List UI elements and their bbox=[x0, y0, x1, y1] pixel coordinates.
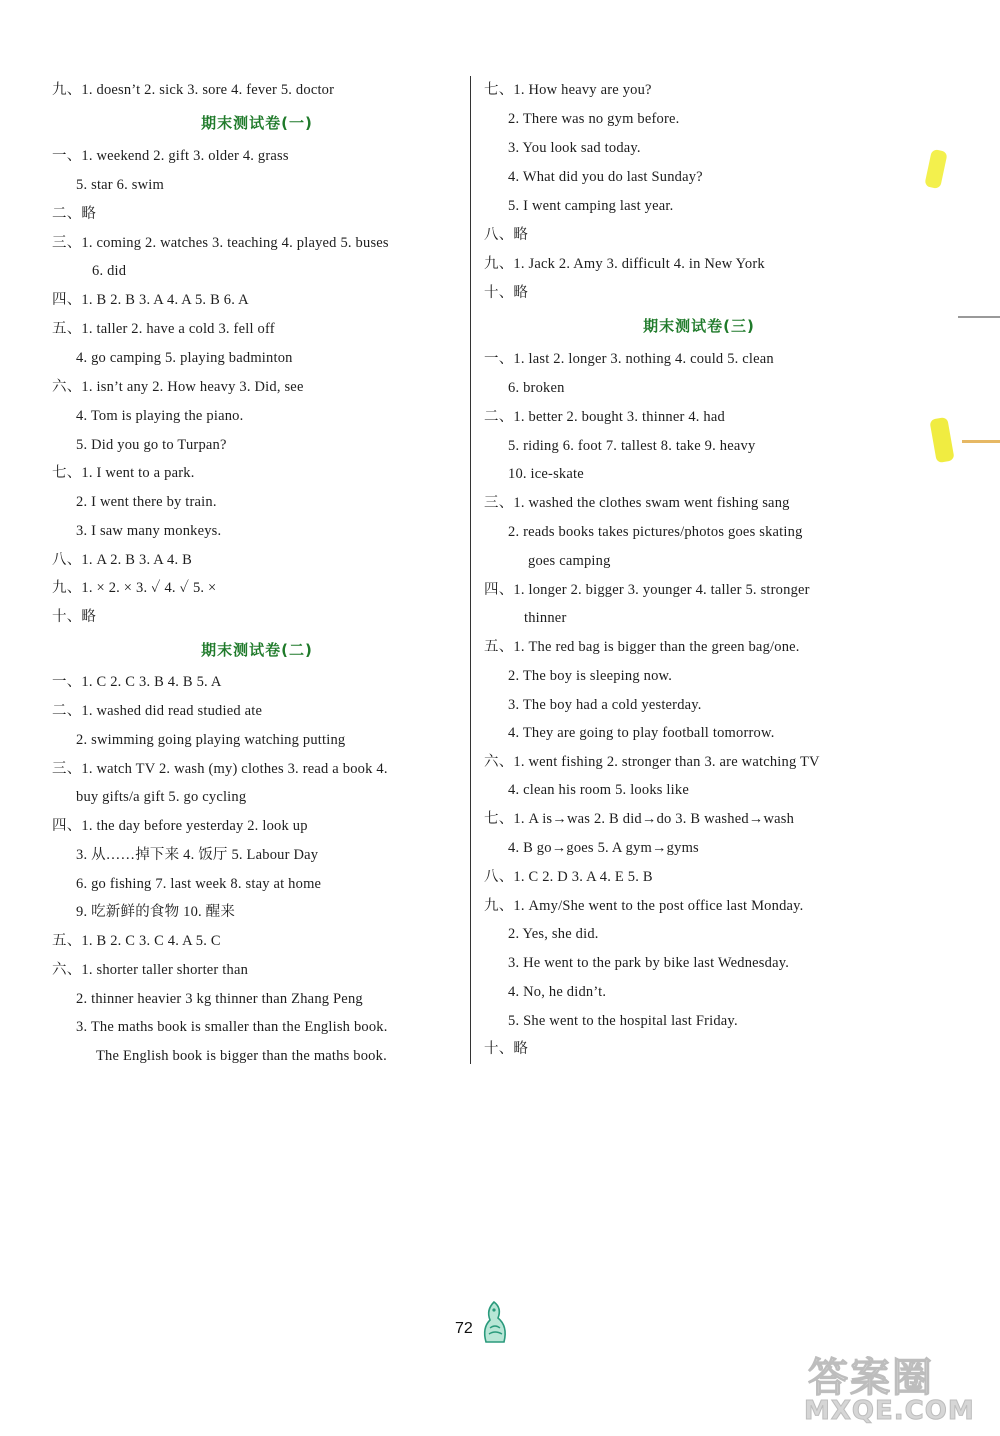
answer-line: 2. There was no gym before. bbox=[508, 111, 680, 127]
answer-line: 4. go camping 5. playing badminton bbox=[76, 350, 293, 366]
answer-line: 八、略 bbox=[484, 227, 529, 243]
answer-line: 三、1. watch TV 2. wash (my) clothes 3. read a book 4. bbox=[52, 761, 388, 777]
answer-line: 6. broken bbox=[508, 380, 565, 396]
answer-line: 三、1. coming 2. watches 3. teaching 4. played 5. buses bbox=[52, 235, 389, 251]
answer-line: 五、1. B 2. C 3. C 4. A 5. C bbox=[52, 933, 221, 949]
answer-line: 一、1. C 2. C 3. B 4. B 5. A bbox=[52, 674, 222, 690]
answer-line: 4. They are going to play football tomorrow. bbox=[508, 725, 775, 741]
answer-line: 2. I went there by train. bbox=[76, 494, 217, 510]
answer-line: 八、1. C 2. D 3. A 4. E 5. B bbox=[484, 869, 653, 885]
watermark bbox=[800, 1346, 996, 1434]
answer-line: 5. star 6. swim bbox=[76, 177, 164, 193]
answer-line: 九、1. × 2. × 3. ✓ 4. ✓ 5. × bbox=[52, 580, 217, 596]
answer-line: 一、1. weekend 2. gift 3. older 4. grass bbox=[52, 148, 289, 164]
answer-line: 九、1. Amy/She went to the post office last Monday. bbox=[484, 898, 804, 914]
page-edge-mark bbox=[958, 316, 1000, 318]
answer-line: 十、略 bbox=[484, 285, 529, 301]
answer-line: 2. swimming going playing watching putting bbox=[76, 732, 346, 748]
answer-line: 三、1. washed the clothes swam went fishing sang bbox=[484, 495, 790, 511]
answer-line: 2. Yes, she did. bbox=[508, 926, 599, 942]
answer-line: 3. He went to the park by bike last Wednesday. bbox=[508, 955, 790, 971]
answer-line: 4. B go→goes 5. A gym→gyms bbox=[508, 840, 699, 856]
answer-line: 2. The boy is sleeping now. bbox=[508, 668, 673, 684]
answer-line: 4. What did you do last Sunday? bbox=[508, 169, 703, 185]
highlighter-mark bbox=[924, 149, 948, 189]
answer-line: 3. The maths book is smaller than the English book. bbox=[76, 1019, 388, 1035]
answer-line: 九、1. doesn’t 2. sick 3. sore 4. fever 5. doctor bbox=[52, 82, 335, 98]
answer-line: 5. riding 6. foot 7. tallest 8. take 9. heavy bbox=[508, 438, 756, 454]
answer-line: 3. 从……掉下来 4. 饭厅 5. Labour Day bbox=[76, 847, 319, 863]
answer-line: 二、1. washed did read studied ate bbox=[52, 703, 263, 719]
answer-line: 5. Did you go to Turpan? bbox=[76, 437, 227, 453]
answer-line: goes camping bbox=[528, 553, 611, 569]
answer-line: 五、1. taller 2. have a cold 3. fell off bbox=[52, 321, 275, 337]
page-edge-mark bbox=[962, 440, 1000, 443]
answer-line: 二、1. better 2. bought 3. thinner 4. had bbox=[484, 409, 725, 425]
section-title: 期末测试卷(一) bbox=[201, 114, 313, 132]
answer-line: 4. clean his room 5. looks like bbox=[508, 782, 689, 798]
section-title: 期末测试卷(二) bbox=[201, 641, 313, 659]
answer-line: buy gifts/a gift 5. go cycling bbox=[76, 789, 247, 805]
answer-line: 六、1. isn’t any 2. How heavy 3. Did, see bbox=[52, 379, 304, 395]
answer-line: 四、1. B 2. B 3. A 4. A 5. B 6. A bbox=[52, 292, 249, 308]
answer-line: 四、1. the day before yesterday 2. look up bbox=[52, 818, 308, 834]
highlighter-mark bbox=[929, 417, 954, 463]
watermark-url: MXQE.COM bbox=[804, 1396, 975, 1426]
answer-line: 6. go fishing 7. last week 8. stay at home bbox=[76, 876, 322, 892]
answer-line: 九、1. Jack 2. Amy 3. difficult 4. in New York bbox=[484, 256, 765, 272]
answer-line: 2. reads books takes pictures/photos goes skating bbox=[508, 524, 803, 540]
answer-line: 八、1. A 2. B 3. A 4. B bbox=[52, 552, 192, 568]
answer-line: 七、1. I went to a park. bbox=[52, 465, 195, 481]
answer-line: 六、1. went fishing 2. stronger than 3. are watching TV bbox=[484, 754, 820, 770]
page-number: 72 bbox=[455, 1320, 473, 1337]
answer-line: 十、略 bbox=[52, 609, 97, 625]
section-title: 期末测试卷(三) bbox=[643, 317, 755, 335]
answer-line: 5. I went camping last year. bbox=[508, 198, 674, 214]
answer-line: 5. She went to the hospital last Friday. bbox=[508, 1013, 738, 1029]
answer-line: 一、1. last 2. longer 3. nothing 4. could 5. clean bbox=[484, 351, 774, 367]
answer-line: 七、1. How heavy are you? bbox=[484, 82, 652, 98]
answer-line: 四、1. longer 2. bigger 3. younger 4. taller 5. stronger bbox=[484, 582, 810, 598]
answer-line: 6. did bbox=[92, 263, 127, 279]
answer-line: 3. You look sad today. bbox=[508, 140, 641, 156]
mascot-icon bbox=[480, 1298, 510, 1344]
answer-line: thinner bbox=[524, 610, 567, 626]
answer-line: 3. The boy had a cold yesterday. bbox=[508, 697, 702, 713]
answer-line: 十、略 bbox=[484, 1041, 529, 1057]
answer-line: 3. I saw many monkeys. bbox=[76, 523, 222, 539]
watermark-logo-text: 答案圈 bbox=[808, 1355, 934, 1401]
answer-line: 2. thinner heavier 3 kg thinner than Zhang Peng bbox=[76, 991, 363, 1007]
answer-line: 4. Tom is playing the piano. bbox=[76, 408, 244, 424]
answer-line: 10. ice-skate bbox=[508, 466, 584, 482]
answer-line: 五、1. The red bag is bigger than the green bag/one. bbox=[484, 639, 800, 655]
answer-line: The English book is bigger than the maths book. bbox=[96, 1048, 387, 1064]
answer-line: 9. 吃新鲜的食物 10. 醒来 bbox=[76, 904, 236, 920]
answer-line: 六、1. shorter taller shorter than bbox=[52, 962, 249, 978]
answer-line: 二、略 bbox=[52, 206, 97, 222]
answer-line: 七、1. A is→was 2. B did→do 3. B washed→wash bbox=[484, 811, 795, 827]
column-divider bbox=[470, 76, 471, 1064]
answer-line: 4. No, he didn’t. bbox=[508, 984, 607, 1000]
